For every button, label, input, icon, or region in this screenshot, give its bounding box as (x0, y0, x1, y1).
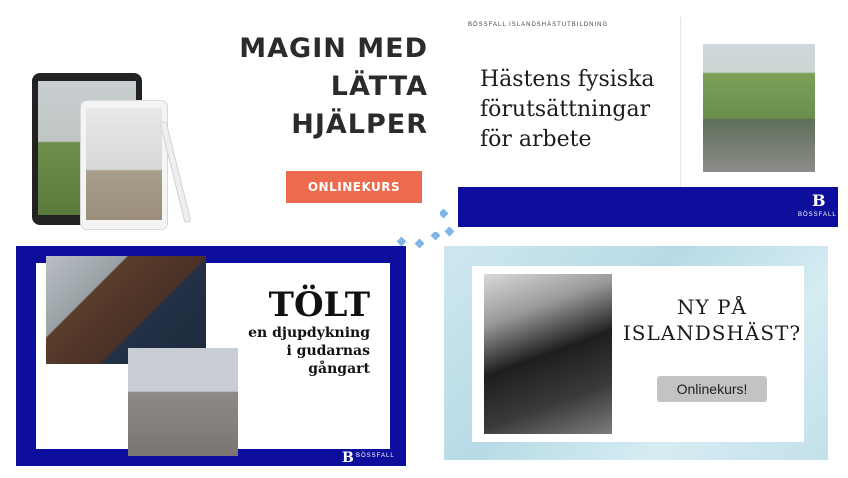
card-title (196, 30, 428, 144)
title-line: Hästens fysiska (480, 67, 655, 92)
title-line: NY PÅ (677, 295, 747, 319)
title-line: förutsättningar (480, 97, 651, 122)
card-title (622, 294, 802, 346)
card-inner (472, 266, 804, 442)
tablet-mockup-white (80, 100, 168, 230)
subtitle-line: en djupdykning (248, 325, 370, 341)
footer-band (458, 187, 838, 227)
title-line: MAGIN MED (239, 33, 428, 64)
bossfall-logo: B (342, 450, 354, 466)
title-line: HJÄLPER (291, 109, 428, 140)
onlinekurs-button[interactable]: ONLINEKURS (286, 171, 422, 203)
subtitle-line: gångart (308, 361, 370, 377)
course-card-hastens-fysiska[interactable] (458, 17, 838, 227)
rider-photo (703, 44, 815, 172)
course-card-magin-med-latta-hjalper[interactable] (0, 0, 440, 232)
horse-photo (86, 108, 162, 220)
card-title (480, 65, 680, 155)
logo-text: BÖSSFALL (798, 212, 837, 218)
logo-text: BÖSSFALL (356, 453, 395, 459)
title-line: LÄTTA (330, 71, 428, 102)
bossfall-logo: B (812, 191, 826, 210)
onlinekurs-button[interactable]: Onlinekurs! (657, 376, 767, 402)
course-card-ny-pa-islandshast[interactable] (444, 246, 828, 460)
tolt-riding-photo (128, 348, 238, 456)
title-line: ISLANDSHÄST? (622, 321, 802, 345)
brand-line: BÖSSFALL ISLANDSHÄSTUTBILDNING (468, 22, 609, 28)
divider (680, 17, 681, 187)
course-card-tolt[interactable] (16, 246, 406, 466)
subtitle-line: i gudarnas (286, 343, 370, 359)
card-heading: TÖLT (268, 285, 370, 325)
person-hugging-horse-photo (484, 274, 612, 434)
title-line: för arbete (480, 127, 592, 152)
